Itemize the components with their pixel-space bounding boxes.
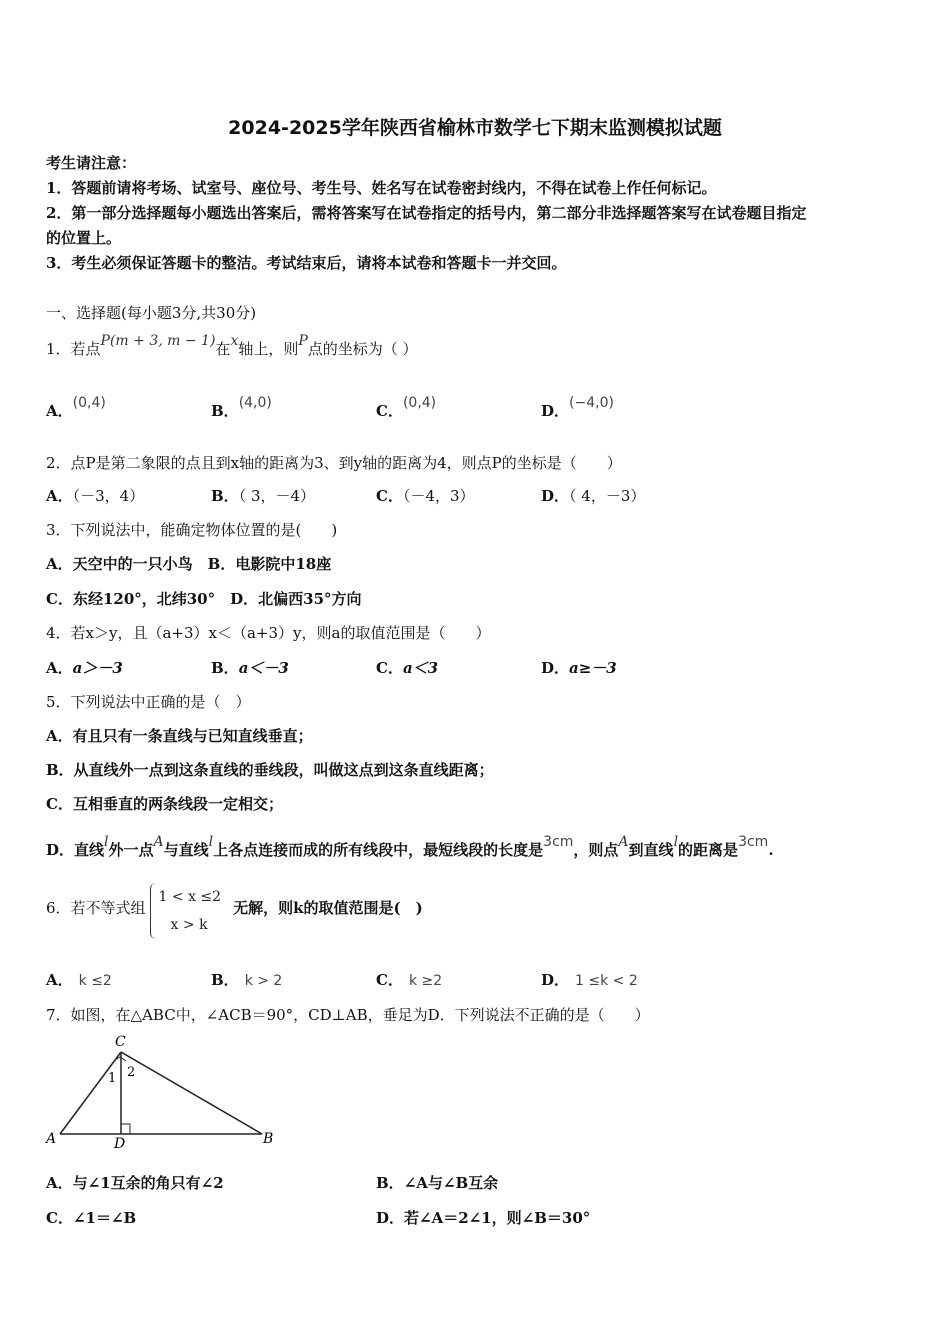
label-b: B <box>263 1131 274 1147</box>
question-1-stem <box>46 333 418 359</box>
option-value: （－3，4） <box>72 487 145 505</box>
option-label: D． <box>376 1209 405 1227</box>
option-value: 与∠1互余的角只有∠2 <box>72 1174 224 1192</box>
q7-option-d[interactable] <box>376 1207 590 1228</box>
q5d-text: ，则点 <box>573 841 619 859</box>
question-2-stem: 2．点P是第二象限的点且到x轴的距离为3、到y轴的距离为4，则点P的坐标是（ ） <box>46 454 622 472</box>
option-label: C． <box>376 971 403 989</box>
q5d-text: D．直线 <box>46 841 105 859</box>
q4-option-a[interactable] <box>46 657 123 678</box>
option-value: a＞－3 <box>72 659 123 677</box>
q7-option-a[interactable] <box>46 1172 224 1193</box>
q5d-text: . <box>768 841 774 859</box>
option-label: A． <box>46 971 73 989</box>
q1-point-expr: P(m + 3, m − 1) <box>100 333 216 349</box>
inequality-row-1: 1 < x ≤2 <box>158 889 222 905</box>
q5d-text: 的距离是 <box>678 841 739 859</box>
q5d-point-a: A <box>153 834 164 850</box>
q4-option-c[interactable] <box>376 657 438 678</box>
q2-option-c[interactable] <box>376 485 475 506</box>
q5d-point-a: A <box>618 834 629 850</box>
option-label: A． <box>46 659 73 677</box>
notice-item-2b: 的位置上。 <box>46 229 122 247</box>
q6-option-a[interactable] <box>46 969 112 990</box>
option-value: （ 3，－4） <box>238 487 316 505</box>
option-label: D． <box>541 402 570 420</box>
label-c: C <box>115 1034 126 1050</box>
question-6-stem <box>46 883 423 939</box>
option-value: k ≥2 <box>408 973 443 989</box>
inequality-system <box>150 883 228 939</box>
q4-option-b[interactable] <box>211 657 289 678</box>
label-d: D <box>114 1136 126 1152</box>
option-value: 1 ≤k < 2 <box>575 973 638 989</box>
q5d-length: 3cm <box>738 834 769 850</box>
q3-options-cd[interactable]: C．东经120°，北纬30° D．北偏西35°方向 <box>46 590 362 608</box>
q1-p: P <box>298 333 308 349</box>
right-angle-mark <box>121 1124 130 1134</box>
option-label: B． <box>211 402 239 420</box>
option-value: (0,4) <box>402 395 437 411</box>
option-label: C． <box>376 402 403 420</box>
q1-option-b[interactable] <box>211 395 272 421</box>
option-label: D． <box>541 487 570 505</box>
option-value: 若∠A＝2∠1，则∠B＝30° <box>404 1209 591 1227</box>
q1-text: 1．若点 <box>46 340 101 358</box>
q5-option-c[interactable]: C．互相垂直的两条线段一定相交； <box>46 795 283 813</box>
option-label: B． <box>211 971 239 989</box>
label-angle-2: 2 <box>127 1065 136 1080</box>
q5d-text: 到直线 <box>628 841 674 859</box>
question-5-stem: 5．下列说法中正确的是（ ） <box>46 693 251 711</box>
q5d-line-l: l <box>208 834 214 850</box>
q2-option-d[interactable] <box>541 485 645 506</box>
q3-options-ab[interactable]: A．天空中的一只小鸟 B．电影院中18座 <box>46 555 332 573</box>
q6-text: 无解，则k的取值范围是( ) <box>233 899 423 917</box>
label-a: A <box>46 1131 57 1147</box>
segment-ac <box>60 1052 121 1134</box>
option-label: C． <box>376 487 403 505</box>
q2-option-a[interactable] <box>46 485 144 506</box>
option-value: a＜3 <box>402 659 439 677</box>
q1-axis: x <box>230 333 239 349</box>
notice-item-1: 1．答题前请将考场、试室号、座位号、考生号、姓名写在试卷密封线内，不得在试卷上作任何标记。 <box>46 179 717 197</box>
page-title: 2024-2025学年陕西省榆林市数学七下期末监测模拟试题 <box>228 117 722 139</box>
q6-option-d[interactable] <box>541 969 638 990</box>
option-label: B． <box>376 1174 404 1192</box>
triangle-figure <box>40 1030 290 1155</box>
q5-option-a[interactable]: A．有且只有一条直线与已知直线垂直； <box>46 727 313 745</box>
section-heading: 一、选择题(每小题3分,共30分) <box>46 304 257 322</box>
option-value: k > 2 <box>244 973 283 989</box>
notice-item-3: 3．考生必须保证答题卡的整洁。考试结束后，请将本试卷和答题卡一并交回。 <box>46 254 567 272</box>
option-label: C． <box>46 1209 73 1227</box>
q1-option-d[interactable] <box>541 395 614 421</box>
option-value: (−4,0) <box>569 395 614 411</box>
q6-option-b[interactable] <box>211 969 282 990</box>
option-value: a≥－3 <box>569 659 617 677</box>
option-value: (4,0) <box>238 395 272 411</box>
option-value: a＜－3 <box>238 659 289 677</box>
question-4-stem: 4．若x＞y，且（a+3）x＜（a+3）y，则a的取值范围是（ ） <box>46 624 491 642</box>
question-3-stem: 3．下列说法中，能确定物体位置的是( ) <box>46 521 338 539</box>
option-label: D． <box>541 971 570 989</box>
q7-option-b[interactable] <box>376 1172 498 1193</box>
q1-text: 点的坐标为（ ） <box>307 340 418 358</box>
q4-option-d[interactable] <box>541 657 617 678</box>
inequality-row-2: x > k <box>170 917 208 933</box>
option-value: ∠A与∠B互余 <box>403 1174 499 1192</box>
q2-option-b[interactable] <box>211 485 315 506</box>
label-angle-1: 1 <box>108 1071 117 1086</box>
q5d-text: 与直线 <box>163 841 209 859</box>
question-7-stem: 7．如图，在△ABC中，∠ACB＝90°，CD⊥AB，垂足为D．下列说法不正确的是（ ） <box>46 1006 650 1024</box>
option-label: A． <box>46 1174 73 1192</box>
option-label: D． <box>541 659 570 677</box>
q1-text: 轴上，则 <box>238 340 299 358</box>
q7-option-c[interactable] <box>46 1207 136 1228</box>
option-value: （－4，3） <box>402 487 475 505</box>
q5d-line-l: l <box>104 834 109 850</box>
option-label: A． <box>46 487 73 505</box>
q5d-length: 3cm <box>543 834 574 850</box>
option-label: B． <box>211 659 239 677</box>
q5-option-b[interactable]: B．从直线外一点到这条直线的垂线段，叫做这点到这条直线距离； <box>46 761 494 779</box>
option-label: B． <box>211 487 239 505</box>
q1-option-a[interactable] <box>46 395 106 421</box>
q5d-line-l: l <box>673 834 679 850</box>
option-value: （ 4，－3） <box>569 487 646 505</box>
notice-item-2a: 2．第一部分选择题每小题选出答案后，需将答案写在试卷指定的括号内，第二部分非选择题答案写在试卷题目指定 <box>46 204 807 222</box>
segment-cb <box>121 1052 262 1134</box>
q1-text: 在 <box>215 340 231 358</box>
q1-option-c[interactable] <box>376 395 437 421</box>
q6-text: 6．若不等式组 <box>46 899 146 917</box>
q6-option-c[interactable] <box>376 969 442 990</box>
q5d-text: 外一点 <box>108 841 154 859</box>
notice-heading: 考生请注意： <box>46 154 137 172</box>
q5d-text: 上各点连接而成的所有线段中，最短线段的长度是 <box>213 841 544 859</box>
option-value: ∠1＝∠B <box>72 1209 137 1227</box>
option-value: (0,4) <box>72 395 106 411</box>
option-label: C． <box>376 659 403 677</box>
q5-option-d[interactable] <box>46 834 774 860</box>
option-label: A． <box>46 402 73 420</box>
option-value: k ≤2 <box>78 973 112 989</box>
